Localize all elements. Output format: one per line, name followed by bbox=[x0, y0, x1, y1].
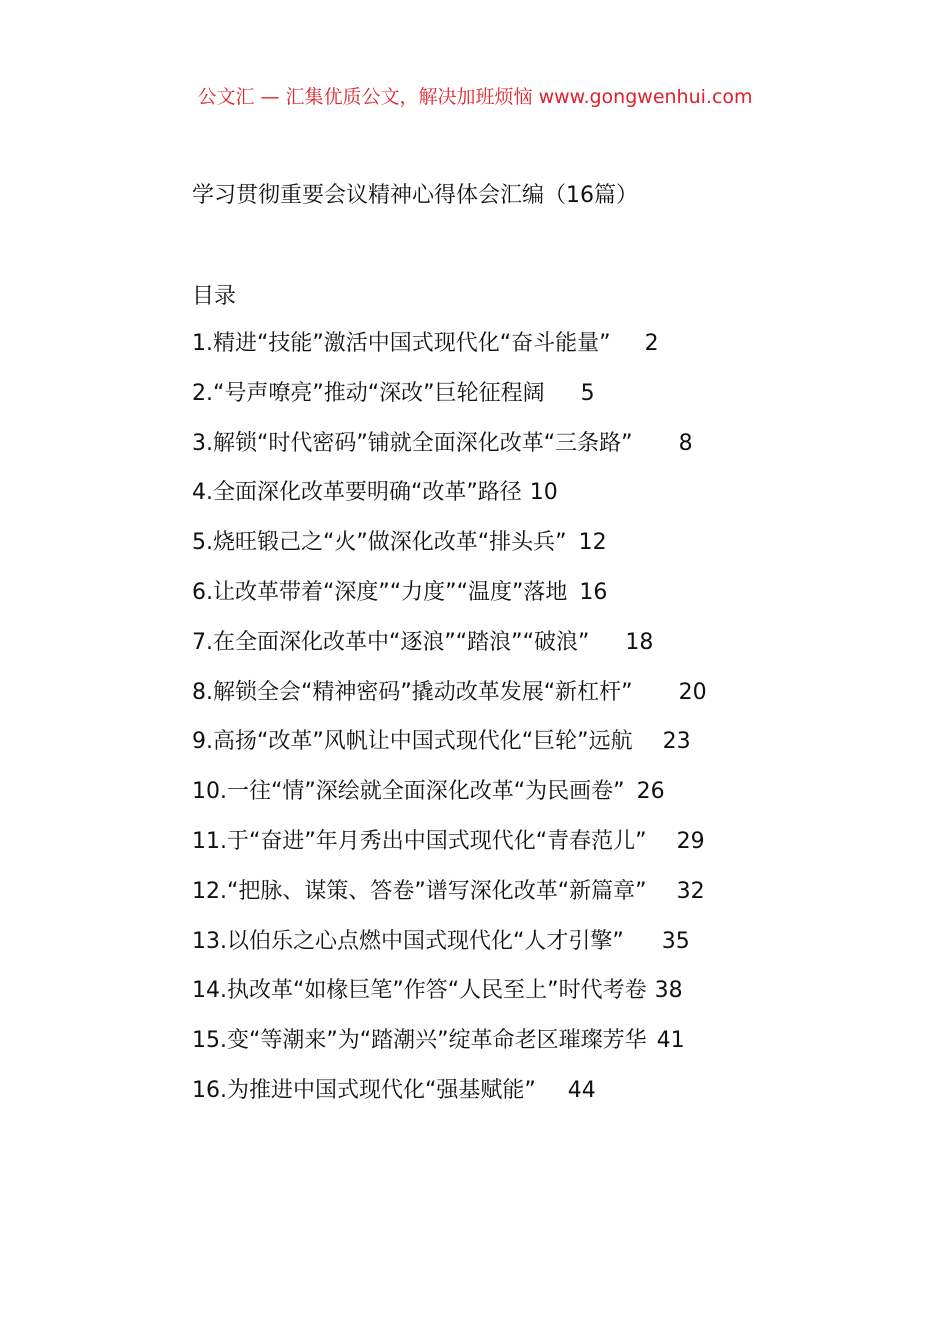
toc-heading: 目录 bbox=[192, 284, 237, 309]
toc-entry-page: 8 bbox=[678, 430, 693, 456]
table-of-contents bbox=[192, 329, 792, 1126]
toc-entry-page: 23 bbox=[662, 729, 691, 755]
toc-entry-title: 8.解锁全会“精神密码”撬动改革发展“新杠杆” bbox=[192, 679, 633, 705]
toc-entry-title: 5.烧旺锻己之“火”做深化改革“排头兵” bbox=[192, 530, 567, 556]
toc-entry bbox=[192, 827, 792, 877]
toc-entry-page: 41 bbox=[656, 1028, 685, 1054]
toc-entry-title: 10.一往“情”深绘就全面深化改革“为民画卷” bbox=[192, 779, 625, 805]
document-title: 学习贯彻重要会议精神心得体会汇编（16篇） bbox=[192, 183, 638, 208]
toc-entry-title: 14.执改革“如椽巨笔”作答“人民至上”时代考卷 bbox=[192, 978, 647, 1004]
toc-entry-title: 9.高扬“改革”风帆让中国式现代化“巨轮”远航 bbox=[192, 729, 633, 755]
toc-entry-title: 6.让改革带着“深度”“力度”“温度”落地 bbox=[192, 579, 568, 605]
toc-entry bbox=[192, 628, 792, 678]
toc-entry bbox=[192, 578, 792, 628]
toc-entry-page: 18 bbox=[625, 629, 654, 655]
toc-entry-page: 32 bbox=[676, 878, 705, 904]
toc-entry-title: 1.精进“技能”激活中国式现代化“奋斗能量” bbox=[192, 331, 611, 356]
toc-entry-title: 16.为推进中国式现代化“强基赋能” bbox=[192, 1077, 536, 1103]
toc-entry bbox=[192, 976, 792, 1026]
toc-entry-page: 16 bbox=[579, 579, 608, 605]
toc-entry bbox=[192, 329, 792, 379]
toc-entry-page: 2 bbox=[644, 331, 659, 356]
toc-entry bbox=[192, 877, 792, 927]
toc-entry bbox=[192, 1026, 792, 1076]
toc-entry-title: 12.“把脉、谋策、答卷”谱写深化改革“新篇章” bbox=[192, 878, 647, 904]
toc-entry-page: 12 bbox=[578, 530, 607, 556]
toc-entry-title: 11.于“奋进”年月秀出中国式现代化“青春范儿” bbox=[192, 828, 647, 854]
toc-entry-title: 13.以伯乐之心点燃中国式现代化“人才引擎” bbox=[192, 928, 624, 954]
toc-entry-page: 20 bbox=[678, 679, 707, 705]
toc-entry-page: 10 bbox=[529, 480, 558, 506]
toc-entry-title: 2.“号声嘹亮”推动“深改”巨轮征程阔 bbox=[192, 380, 545, 406]
toc-entry-page: 35 bbox=[661, 928, 690, 954]
toc-entry-title: 15.变“等潮来”为“踏潮兴”绽革命老区璀璨芳华 bbox=[192, 1028, 647, 1054]
header-banner: 公文汇 — 汇集优质公文，解决加班烦恼 www.gongwenhui.com bbox=[197, 86, 753, 108]
toc-entry bbox=[192, 777, 792, 827]
toc-entry bbox=[192, 1076, 792, 1126]
toc-entry-page: 44 bbox=[567, 1077, 596, 1103]
toc-entry bbox=[192, 478, 792, 528]
toc-entry-title: 3.解锁“时代密码”铺就全面深化改革“三条路” bbox=[192, 430, 633, 456]
toc-entry bbox=[192, 678, 792, 728]
toc-entry bbox=[192, 927, 792, 977]
toc-entry bbox=[192, 429, 792, 479]
toc-entry-page: 26 bbox=[636, 779, 665, 805]
toc-entry bbox=[192, 379, 792, 429]
toc-entry-title: 4.全面深化改革要明确“改革”路径 bbox=[192, 480, 522, 506]
toc-entry bbox=[192, 727, 792, 777]
toc-entry bbox=[192, 528, 792, 578]
toc-entry-title: 7.在全面深化改革中“逐浪”“踏浪”“破浪” bbox=[192, 629, 590, 655]
toc-entry-page: 29 bbox=[676, 828, 705, 854]
toc-entry-page: 5 bbox=[580, 380, 595, 406]
toc-entry-page: 38 bbox=[654, 978, 683, 1004]
